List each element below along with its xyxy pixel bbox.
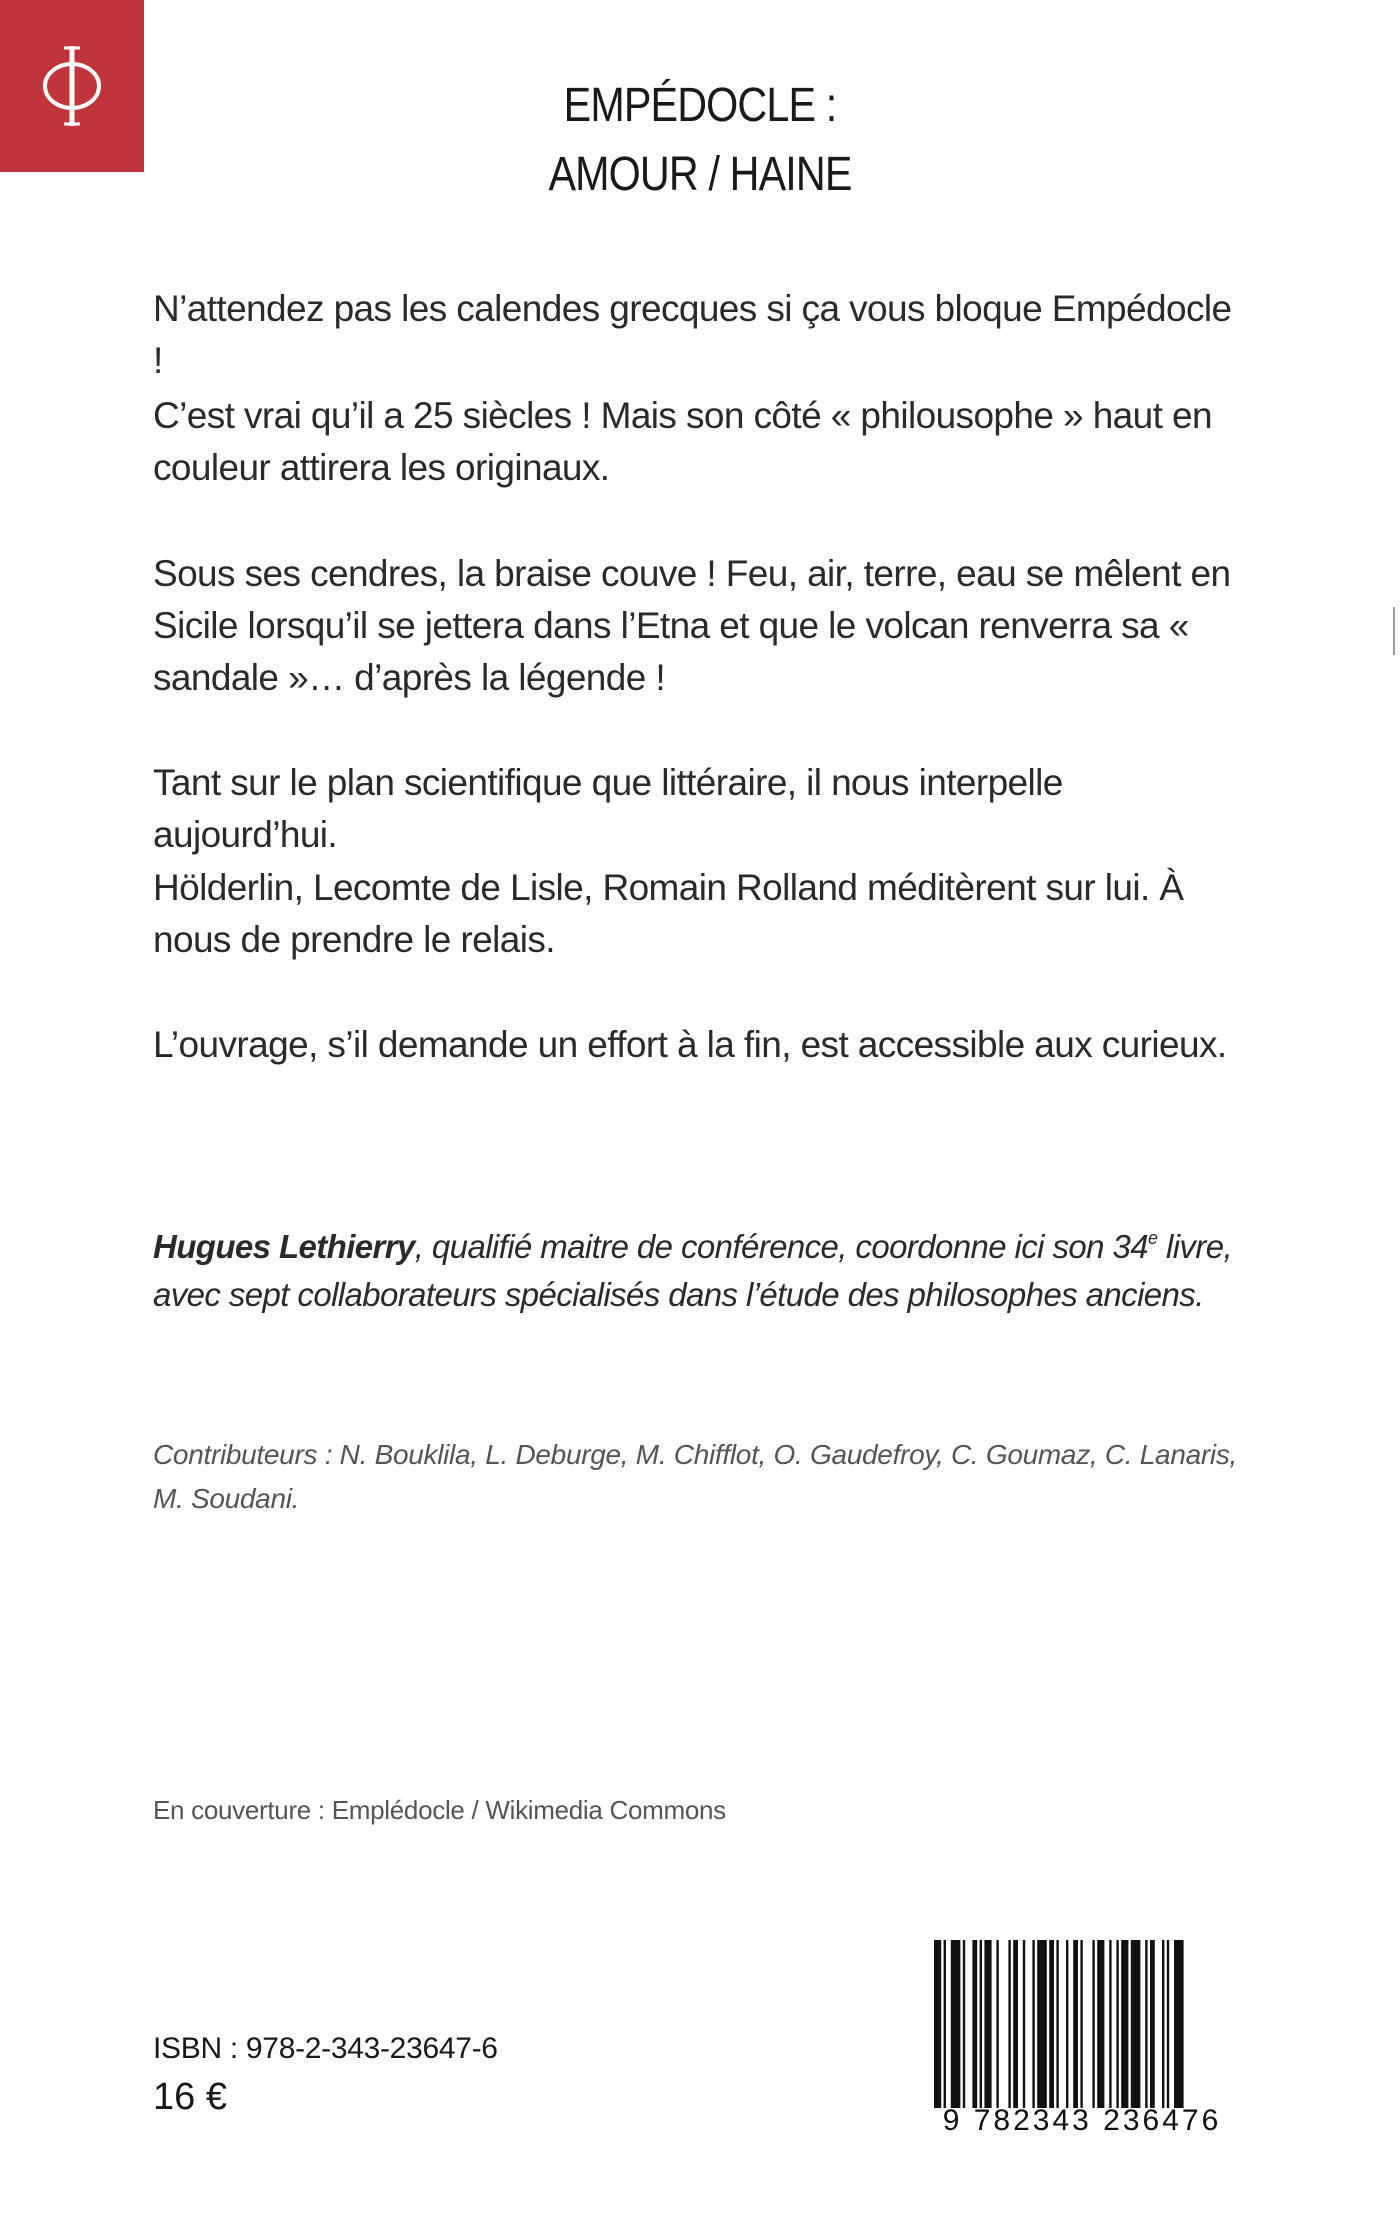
- barcode-digits: 9 782343 236476: [942, 2104, 1222, 2137]
- author-bio-text: , qualifié maitre de conférence, coordonne ici son 34: [414, 1228, 1148, 1265]
- isbn: ISBN : 978-2-343-23647-6: [153, 2032, 498, 2065]
- blurb-paragraph-4: Tant sur le plan scientifique que littéraire, il nous interpelle aujourd’hui.: [153, 762, 1063, 855]
- phi-icon: [32, 38, 112, 134]
- edge-mark: [1393, 607, 1395, 655]
- blurb-paragraph-5: Hölderlin, Lecomte de Lisle, Romain Rolland méditèrent sur lui. À nous de prendre le relais.: [153, 867, 1184, 960]
- book-title-line-1: EMPÉDOCLE :: [563, 79, 837, 132]
- blurb-paragraph-2: C’est vrai qu’il a 25 siècles ! Mais son côté « philousophe » haut en couleur attirera les originaux.: [153, 395, 1212, 488]
- author-bio: [153, 1223, 1253, 1319]
- blurb-paragraph-1: N’attendez pas les calendes grecques si ça vous bloque Empédocle !: [153, 288, 1232, 381]
- author-bio-text-end: livre, avec sept collaborateurs spécialisés dans l’étude des philosophes anciens.: [153, 1228, 1233, 1313]
- blurb-paragraph-3: Sous ses cendres, la braise couve ! Feu, air, terre, eau se mêlent en Sicile lorsqu’il se jettera dans l’Etna et que le volcan renverra sa « sandale »… d’après la légende !: [153, 553, 1231, 698]
- book-title-line-2: AMOUR / HAINE: [548, 148, 852, 201]
- barcode: [920, 1940, 1244, 2160]
- contributors-list: Contributeurs : N. Bouklila, L. Deburge, M. Chifflot, O. Gaudefroy, C. Goumaz, C. Lanaris, M. Soudani.: [153, 1439, 1237, 1514]
- barcode-bars: [920, 1940, 1244, 2112]
- cover-credit: En couverture : Emplédocle / Wikimedia Commons: [153, 1795, 726, 1825]
- publisher-logo: [0, 0, 144, 172]
- ordinal-superscript: e: [1147, 1228, 1158, 1248]
- blurb-paragraph-6: L’ouvrage, s’il demande un effort à la fin, est accessible aux curieux.: [153, 1024, 1227, 1065]
- price: 16 €: [153, 2076, 227, 2118]
- author-name: Hugues Lethierry: [153, 1228, 415, 1265]
